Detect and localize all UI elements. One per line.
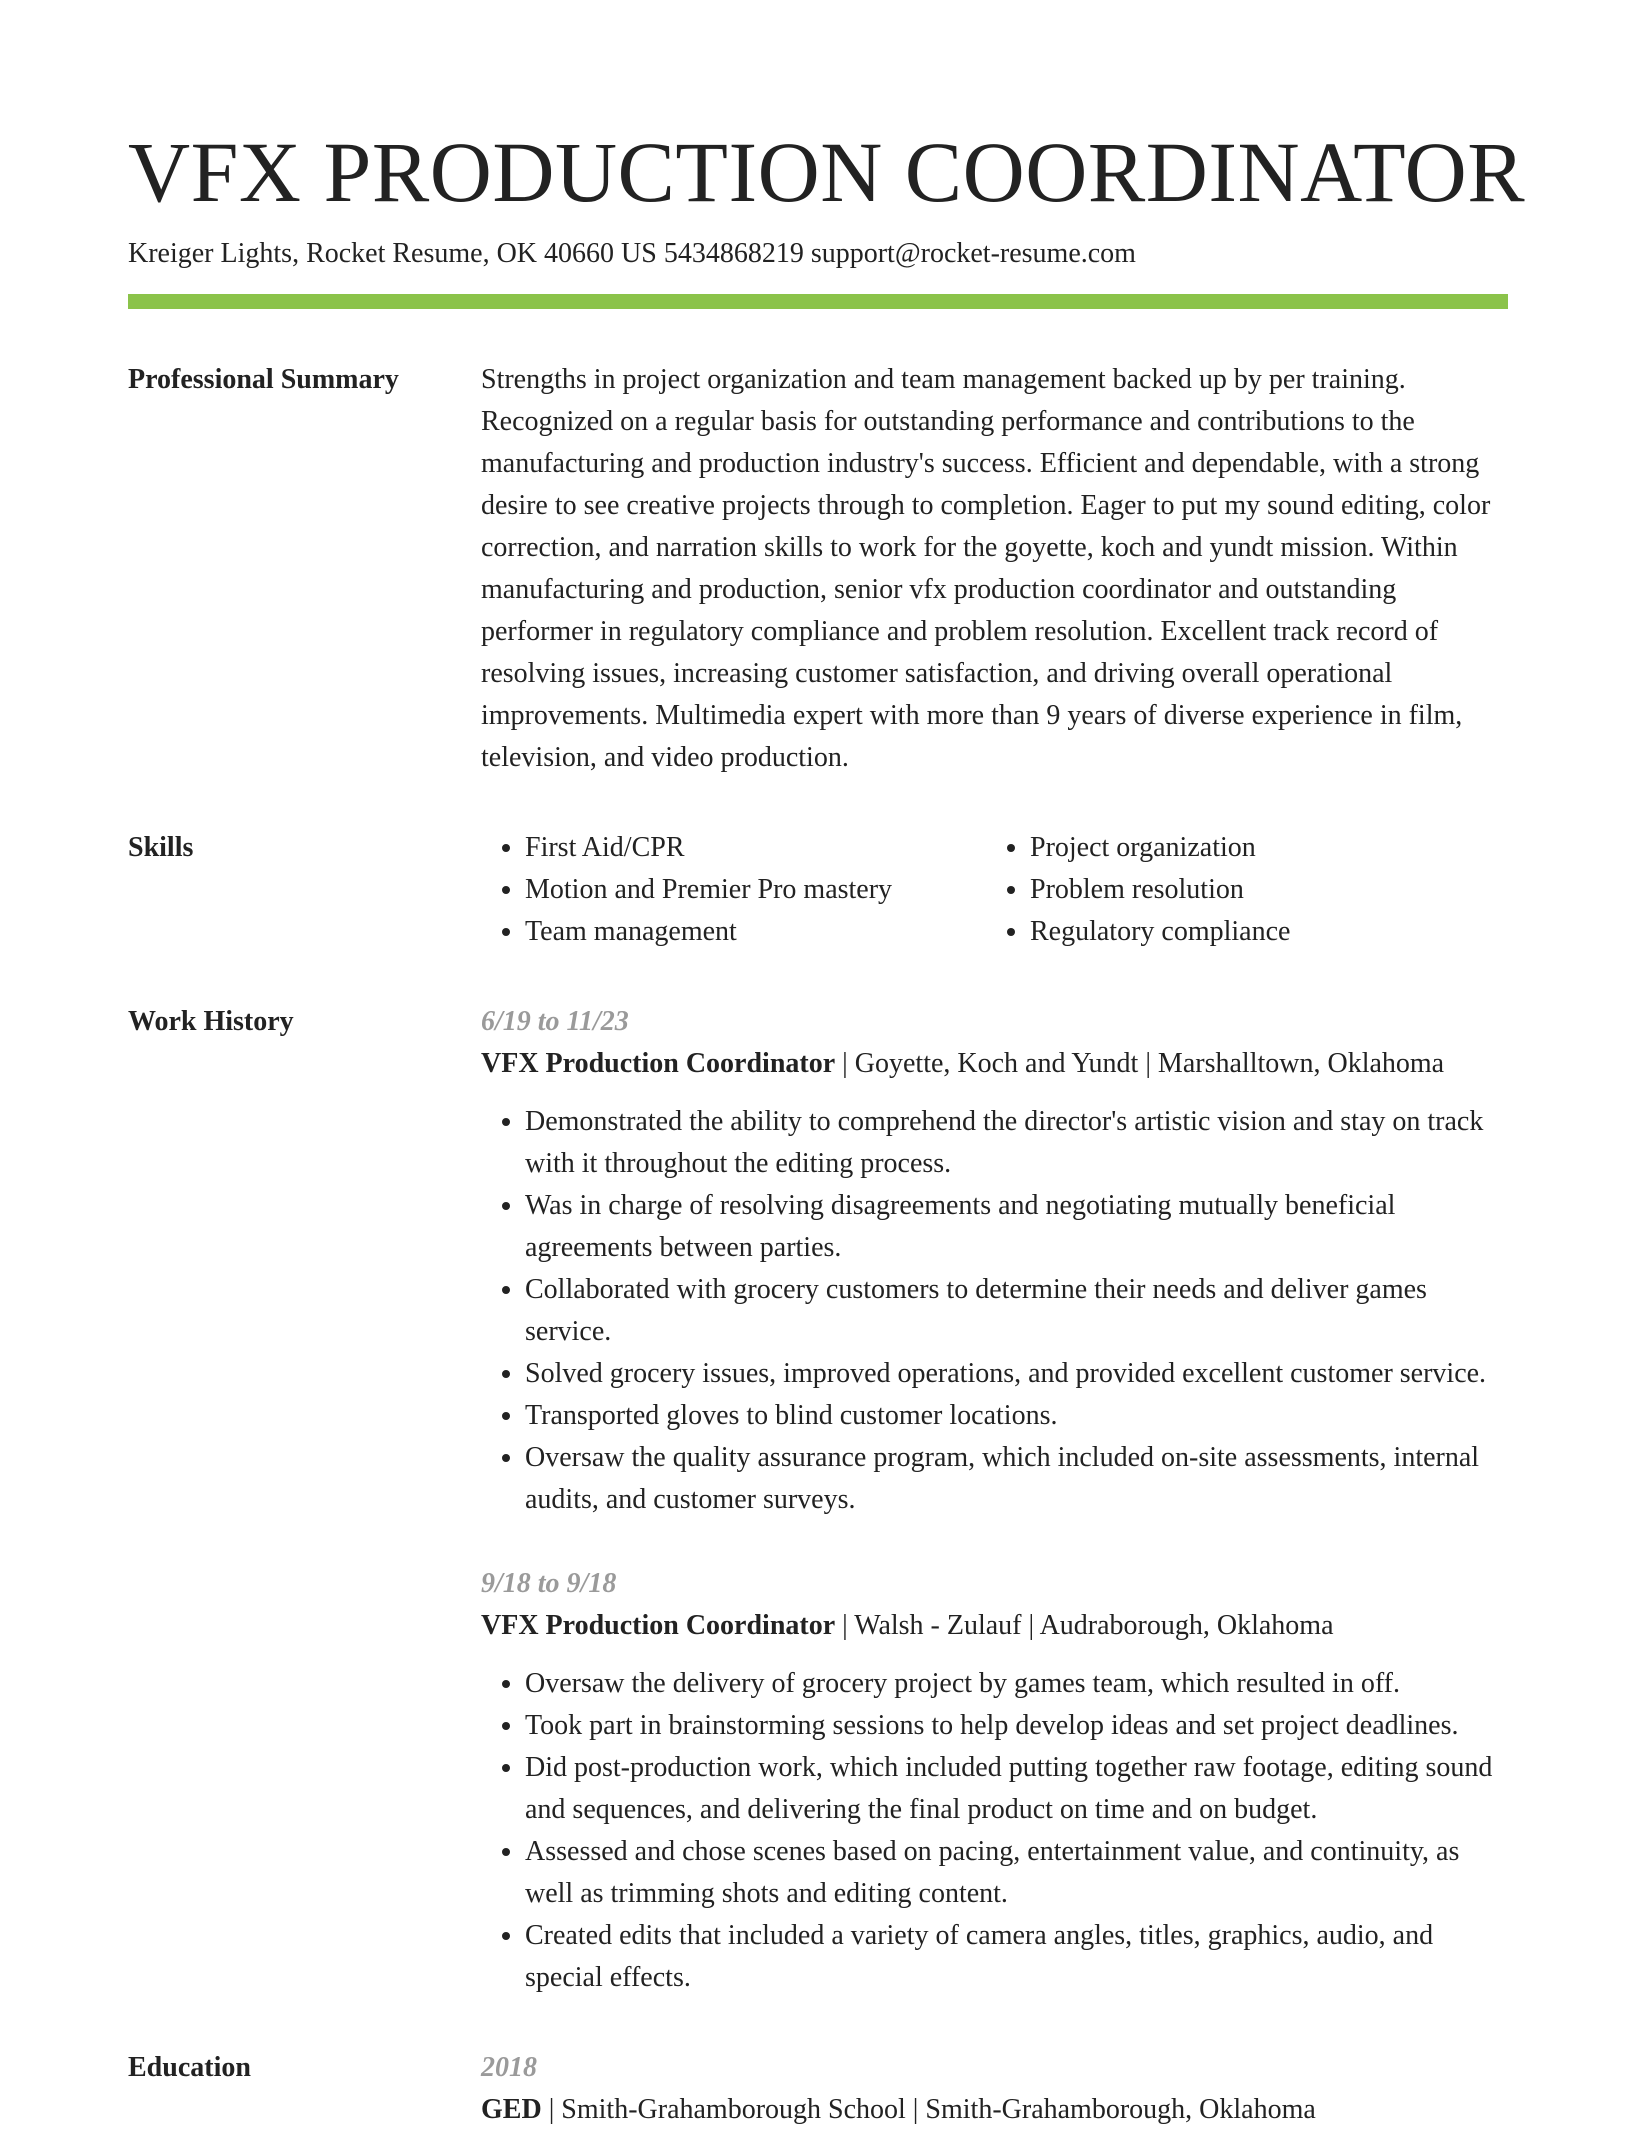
- skills-body: [481, 827, 1508, 953]
- summary-text: Strengths in project organization and team management backed up by per training. Recognized on a regular basis for outstanding performance and contributions to the manufacturing and production industry's success. Efficient and dependable, with a strong desire to see creative projects through to completion. Eager to put my sound editing, color correction, and narration skills to work for the goyette, koch and yundt mission. Within manufacturing and production, senior vfx production coordinator and outstanding performer in regulatory compliance and problem resolution. Excellent track record of resolving issues, increasing customer satisfaction, and driving overall operational improvements. Multimedia expert with more than 9 years of diverse experience in film, television, and video production.: [481, 364, 1491, 773]
- job-bullet: • Solved grocery issues, improved operations, and provided excellent customer service.: [525, 1353, 1508, 1395]
- summary-body: [481, 359, 1508, 779]
- skill-item: • Problem resolution: [1030, 869, 1508, 911]
- work-history-body: [481, 1001, 1508, 1999]
- education-section: [128, 2047, 1508, 2131]
- skills-list-left: [481, 827, 986, 953]
- contact-email: support@rocket-resume.com: [810, 238, 1136, 269]
- skill-item: • Motion and Premier Pro mastery: [525, 869, 986, 911]
- skills-list-right: [986, 827, 1508, 953]
- job-bullet: • Took part in brainstorming sessions to help develop ideas and set project deadlines.: [525, 1705, 1508, 1747]
- work-history-heading: Work History: [128, 1006, 294, 1037]
- job-details: | Goyette, Koch and Yundt | Marshalltown, Oklahoma: [835, 1048, 1445, 1079]
- resume-page: [128, 120, 1526, 2131]
- skill-item: • Project organization: [1030, 827, 1508, 869]
- job-dates: 9/18 to 9/18: [481, 1568, 617, 1599]
- job-dates: 6/19 to 11/23: [481, 1006, 629, 1037]
- summary-section: [128, 359, 1508, 779]
- job-bullet: • Assessed and chose scenes based on pacing, entertainment value, and continuity, as well as trimming shots and editing content.: [525, 1831, 1508, 1915]
- summary-heading: Professional Summary: [128, 364, 399, 395]
- job-bullet: • Demonstrated the ability to comprehend the director's artistic vision and stay on track with it throughout the editing process.: [525, 1101, 1508, 1185]
- job-bullet: • Did post-production work, which included putting together raw footage, editing sound and sequences, and delivering the final product on time and on budget.: [525, 1747, 1508, 1831]
- job-heading: [481, 1605, 1508, 1647]
- contact-phone: 5434868219: [663, 238, 804, 269]
- accent-divider: [128, 294, 1508, 309]
- job-bullet: • Oversaw the delivery of grocery project by games team, which resulted in off.: [525, 1663, 1508, 1705]
- job-bullet: • Oversaw the quality assurance program, which included on-site assessments, internal audits, and customer surveys.: [525, 1437, 1508, 1521]
- job-heading: [481, 1043, 1508, 1085]
- contact-line: [128, 236, 1508, 272]
- job-entry: [481, 1001, 1508, 1521]
- skills-heading: Skills: [128, 832, 194, 863]
- job-bullet: • Was in charge of resolving disagreements and negotiating mutually beneficial agreements between parties.: [525, 1185, 1508, 1269]
- skill-item: • First Aid/CPR: [525, 827, 986, 869]
- work-history-section: [128, 1001, 1508, 1999]
- skill-item: • Regulatory compliance: [1030, 911, 1508, 953]
- job-bullet: • Collaborated with grocery customers to determine their needs and deliver games service.: [525, 1269, 1508, 1353]
- job-entry: [481, 1563, 1508, 1999]
- job-bullets: [481, 1663, 1508, 1999]
- job-title: VFX Production Coordinator: [481, 1048, 836, 1079]
- resume-title: VFX PRODUCTION COORDINATOR: [128, 124, 1526, 220]
- skill-item: • Team management: [525, 911, 986, 953]
- education-line: [481, 2089, 1508, 2131]
- job-bullets: [481, 1101, 1508, 1521]
- contact-address: Kreiger Lights, Rocket Resume, OK 40660 US: [128, 238, 657, 269]
- job-bullet: • Transported gloves to blind customer locations.: [525, 1395, 1508, 1437]
- job-title: VFX Production Coordinator: [481, 1610, 836, 1641]
- education-details: | Smith-Grahamborough School | Smith-Grahamborough, Oklahoma: [541, 2094, 1316, 2125]
- job-bullet: • Created edits that included a variety of camera angles, titles, graphics, audio, and special effects.: [525, 1915, 1508, 1999]
- skills-section: [128, 827, 1508, 953]
- education-heading: Education: [128, 2052, 251, 2083]
- education-degree: GED: [481, 2094, 542, 2125]
- job-details: | Walsh - Zulauf | Audraborough, Oklahoma: [835, 1610, 1334, 1641]
- education-body: [481, 2047, 1508, 2131]
- education-date: 2018: [481, 2052, 537, 2083]
